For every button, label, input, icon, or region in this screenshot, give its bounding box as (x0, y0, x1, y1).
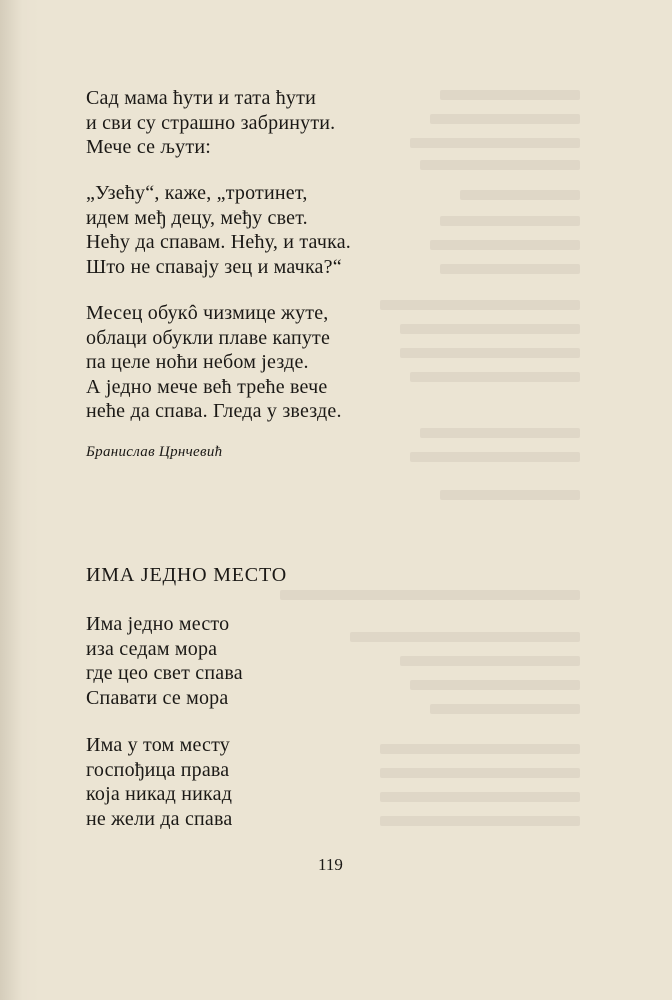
poem-line: па целе ноћи небом језде. (86, 351, 309, 373)
poem-line: идем међ децу, међу свет. (86, 206, 308, 229)
poem-line: Спавати се мора (86, 686, 229, 709)
poem1-author: Бранислав Црнчевић (86, 444, 223, 460)
poem2-stanza-1 (86, 612, 243, 710)
poem-line: која никад никад (86, 783, 233, 805)
poem-line: Што не спавају зец и мачка?“ (86, 255, 342, 278)
poem-line: иза седам мора (86, 637, 218, 660)
poem-line: Има једно место (86, 613, 230, 635)
poem-line: госпођица права (86, 758, 230, 781)
poem-line: Има у том месту (86, 734, 230, 756)
poem-line: облаци обукли плаве капуте (86, 326, 331, 349)
poem-line: Мече се љути: (86, 136, 211, 158)
poem-line: Сад мама ћути и тата ћути (86, 87, 316, 109)
poem-line: Нећу да спавам. Нећу, и тачка. (86, 231, 351, 253)
poem1-stanza-3 (86, 301, 342, 424)
poem-line: „Узећу“, каже, „тротинет, (86, 182, 308, 204)
poem-line: не жели да спава (86, 807, 233, 830)
poem-line: А једно мече већ треће вече (86, 375, 328, 398)
poem-line: неће да спава. Гледа у звезде. (86, 400, 342, 422)
poem1-stanza-1 (86, 86, 335, 160)
poem-line: и сви су страшно забринути. (86, 111, 336, 134)
poem1-stanza-2 (86, 181, 351, 279)
poem-line: Месец обукô чизмице жуте, (86, 302, 329, 324)
poem-line: где цео свет спава (86, 662, 243, 684)
poem2-stanza-2 (86, 733, 232, 831)
poem2-title: ИМА ЈЕДНО МЕСТО (86, 564, 287, 586)
page-number: 119 (318, 855, 343, 874)
